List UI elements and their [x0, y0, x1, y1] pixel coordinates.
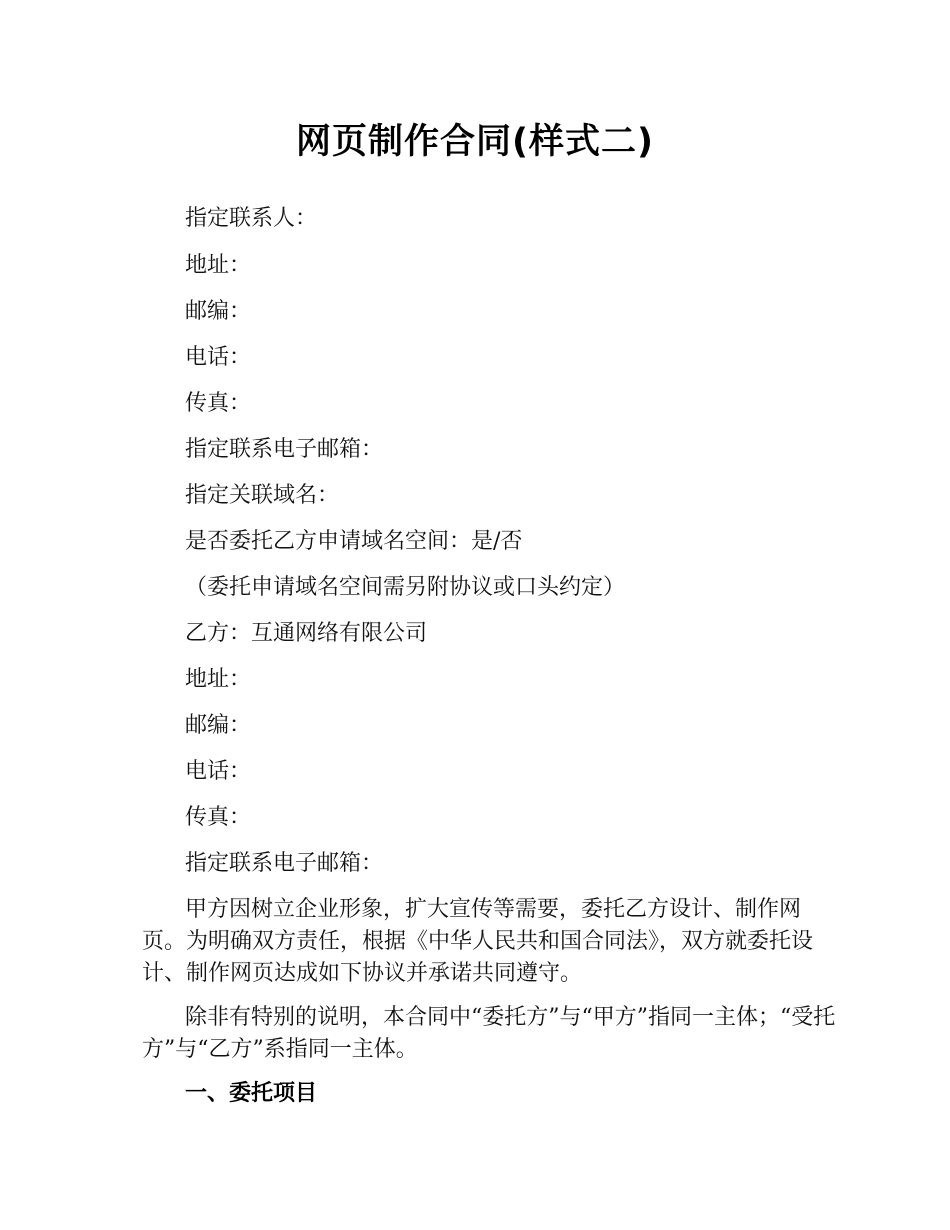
party-b-email: 指定联系电子邮箱：	[185, 851, 384, 876]
party-a-fax: 传真：	[185, 391, 252, 416]
party-a-phone: 电话：	[185, 345, 252, 370]
party-b-fax: 传真：	[185, 805, 252, 830]
party-b-address: 地址：	[185, 667, 252, 692]
preamble-paragraph: 甲方因树立企业形象，扩大宣传等需要，委托乙方设计、制作网页。为明确双方责任，根据《中华人民共和国合同法》，双方就委托设计、制作网页达成如下协议并承诺共同遵守。	[142, 897, 814, 986]
section-heading: 一、委托项目	[185, 1081, 318, 1106]
party-b-phone: 电话：	[185, 759, 252, 784]
document-title: 网页制作合同(样式二)	[296, 122, 654, 162]
domain-space-note: （委托申请域名空间需另附协议或口头约定）	[185, 575, 626, 600]
party-a-domain: 指定关联域名：	[185, 483, 340, 508]
party-a-email: 指定联系电子邮箱：	[185, 437, 384, 462]
party-a-domain-space-request: 是否委托乙方申请域名空间：是/否	[185, 529, 523, 554]
definitions-paragraph: 除非有特别的说明，本合同中“委托方”与“甲方”指同一主体；“受托方”与“乙方”系指同一主体。	[142, 1005, 836, 1062]
party-b-name: 乙方：互通网络有限公司	[185, 621, 428, 646]
party-a-postcode: 邮编：	[185, 299, 252, 324]
party-b-postcode: 邮编：	[185, 713, 252, 738]
party-a-address: 地址：	[185, 253, 252, 278]
party-a-contact-person: 指定联系人：	[185, 206, 318, 231]
